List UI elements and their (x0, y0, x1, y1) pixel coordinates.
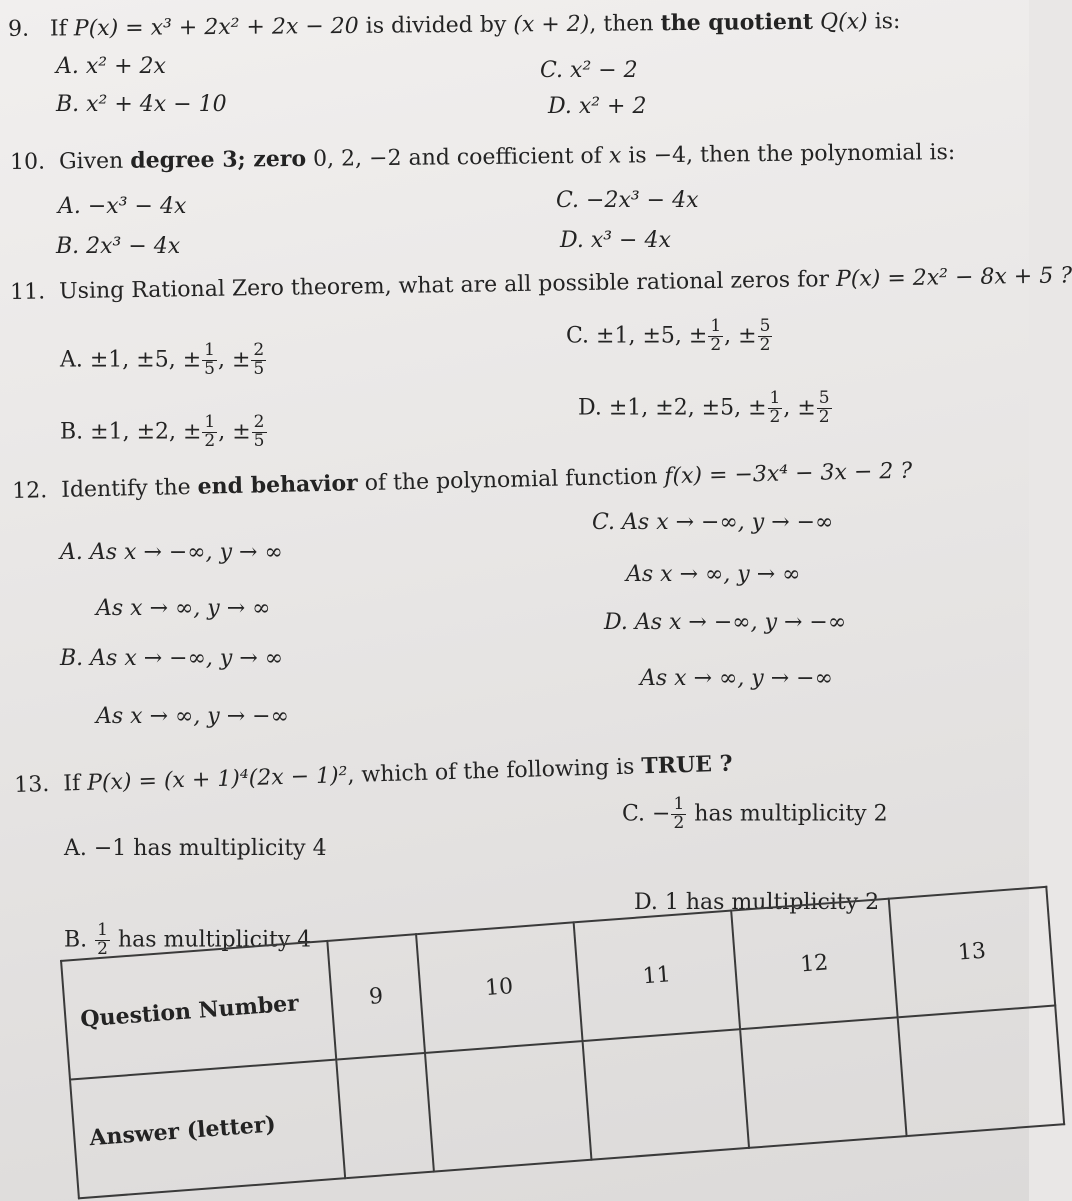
question-number-cell: 12 (731, 899, 897, 1030)
question-9-option-d: D. x² + 2 (548, 94, 647, 119)
question-12-option-a-line2: As x → ∞, y → ∞ (96, 596, 271, 621)
question-13-option-a: A. −1 has multiplicity 4 (64, 836, 327, 861)
question-9-option-c: C. x² − 2 (540, 58, 638, 83)
question-13-stem: 13. If P(x) = (x + 1)⁴(2x − 1)², which of the following is TRUE ? (13, 750, 733, 798)
question-12-option-b-line2: As x → ∞, y → −∞ (96, 704, 289, 729)
question-11-option-d: D. ±1, ±2, ±5, ± $\frac{1}{2}$ , ± $\frac{5}{2}$ (578, 388, 830, 427)
question-9-option-a: A. x² + 2x (56, 54, 166, 79)
question-number-cell: 11 (574, 911, 740, 1042)
question-number-cell: 13 (889, 887, 1056, 1018)
answer-cell-q11[interactable] (582, 1029, 748, 1160)
question-13-option-c: C. − $\frac{1}{2}$ has multiplicity 2 (622, 794, 888, 833)
question-10-stem: 10. Given degree 3; zero 0, 2, −2 and coefficient of x is −4, then the polynomial is: (9, 140, 956, 175)
question-10-option-b: B. 2x³ − 4x (56, 234, 181, 259)
question-12-option-d-line2: As x → ∞, y → −∞ (640, 666, 833, 691)
question-13-option-d: D. 1 has multiplicity 2 (634, 890, 880, 915)
question-12-stem: 12. Identify the end behavior of the polynomial function f(x) = −3x⁴ − 3x − 2 ? (11, 458, 913, 504)
question-12-option-b-line1: B. As x → −∞, y → ∞ (60, 646, 284, 671)
question-11-option-b: B. ±1, ±2, ± $\frac{1}{2}$ , ± $\frac{2}{5}$ (60, 412, 265, 451)
question-12-option-d-line1: D. As x → −∞, y → −∞ (604, 610, 847, 635)
question-number-cell: 9 (327, 934, 425, 1059)
answer-cell-q10[interactable] (425, 1041, 591, 1172)
question-12-option-c-line1: C. As x → −∞, y → −∞ (592, 510, 834, 535)
question-9-option-b: B. x² + 4x − 10 (56, 92, 227, 117)
question-12-option-c-line2: As x → ∞, y → ∞ (626, 562, 801, 587)
question-9-stem: 9. If P(x) = x³ + 2x² + 2x − 20 is divided by (x + 2), then the quotient Q(x) is: (7, 8, 901, 42)
question-11-option-a: A. ±1, ±5, ± $\frac{1}{5}$ , ± $\frac{2}{5}$ (60, 340, 265, 379)
question-10-option-a: A. −x³ − 4x (58, 194, 187, 219)
question-13-option-b: B. $\frac{1}{2}$ has multiplicity 4 (64, 920, 312, 959)
question-11-option-c: C. ±1, ±5, ± $\frac{1}{2}$ , ± $\frac{5}{2}$ (566, 316, 771, 355)
question-11-stem: 11. Using Rational Zero theorem, what are all possible rational zeros for P(x) = 2x² − 8x + 5 ? (9, 263, 1072, 305)
answer-cell-q12[interactable] (740, 1017, 906, 1148)
question-10-option-d: D. x³ − 4x (560, 228, 671, 253)
answer-cell-q9[interactable] (336, 1053, 434, 1178)
question-10-option-c: C. −2x³ − 4x (556, 188, 699, 213)
question-number-cell: 10 (416, 922, 582, 1053)
answer-cell-q13[interactable] (898, 1006, 1065, 1137)
answer-letter-header: Answer (letter) (70, 1060, 345, 1199)
question-number-header: Question Number (61, 941, 336, 1080)
question-12-option-a-line1: A. As x → −∞, y → ∞ (60, 540, 283, 565)
